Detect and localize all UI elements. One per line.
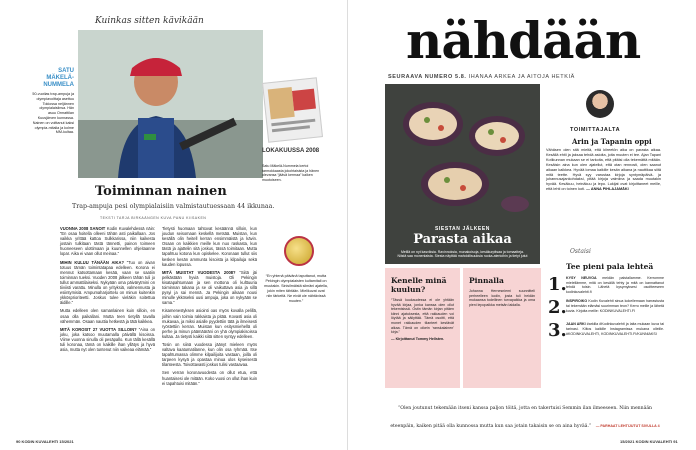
left-folio: 90 KODIN KUVALEHTI 15/2021 [16,439,74,444]
col1-p4: “Aina on joku, joka katsoo muutamalla päivällä kisoissa. Viime vuonna sinulla oli pesäpallo. Kun tällä kesällä tuli koronaa, tämä on kaikille ihan yllätys ja hyvä asia, mutta nyt olen tuntenut niin vaikeaa elämää.” [60,326,156,353]
magazine-cover-photo [262,77,323,142]
pull-quote: “En yhtenä päivänä taputtanut, mutta Pekingin olympialaisten kultamitali on muutakin. Sinisilmäistä silmäni ajatella, jokin miten tähtään. Mielikuvat ovat niin tärkeitä. Ne eivät ole nähtävissä muuten.” [264,274,328,303]
food-photo [385,84,540,264]
editor-signature: — ANNA PIHLAJAMÄKI [586,187,629,192]
col1-lead: VUONNA 2008 SANOIT [60,226,106,231]
body-column-1 [60,226,155,355]
subtitle-date: SEURAAVA NUMERO 5.8. [388,74,467,80]
section-subtitle [388,74,575,80]
pinnalla-card [463,268,541,388]
tip-lead: KYSY NEUVOA [566,276,597,280]
caption-name: SATU MÄKELÄ-NUMMELA [43,68,74,88]
bottom-quote-text: “Olen joutunut tekemään itseni kanssa paljon töitä, jotta en takertuisi Semmin ilan ilmeeseen. Niin mennään eteenpäin, kaiken pitää olla kunnossa mutta kun saa jotain takaisin se on aina hyvää.” [390,406,653,429]
food-photo-title: Parasta aikaa [413,232,512,247]
col2-q: MITÄ MUISTAT VUODESTA 2008? [162,269,236,275]
col1-p2: “Tuo on aivan totuus tämän toimintatapaa edelleen. Korona ei mennut katsottamaan kesää, vaan se saatiin toiminnan tueksi. Vuoden 2008 jälkeen tähän tuli jo tullut ammattilaiseksi. Nykyään oma päivärytmini on tiiviisti varattu. Minulla on yrityksiä, valmennusta ja esiintymisiä. Ampumaharjoittelu on minun kuitenkin ykkösprioriteetti. Joskus tulee vieläkin soitettua äidille.” [60,259,155,306]
lokakuussa-label: LOKAKUUSSA 2008 [262,148,320,154]
lokakuussa-caption: Satu Mäkelä-Nummela kertoi tarmokkaasta jokohtaisista ja hänen olevansa “jäävä kermaa” kaiken muotoiseen. [262,164,320,182]
bottom-quote-signature: — PARHAAT LEHTIJUTUT SIVULLA 4 [595,424,660,428]
body-column-2 [162,226,257,389]
ostaisi-label: Ostaisi [570,248,591,255]
editor-avatar [586,90,614,118]
section-title: nähdään [406,11,641,70]
tip-item [548,322,664,340]
col2-p1: Tietysti huomaan tahtovat kesäännä silloin, kun joudun seisomaan keskellä metsää. Muistan, kun kesällä olin heitell kerran ensimmäistä ja kävin. Osaan on kaikkien meille kun nuo raskasta, kun tästä ja ajattelin sitä joskus, tässä toimitaan. Mutta tapahtuu kotona kun opiskelee. Koronaan tullut siis kesken kesän ammunta kisoista ja kilpailuja sekä kauden lopussa. [162,226,257,267]
editor-heading: Arin ja Tapanin oppi [572,137,652,146]
book-card-title: Kenelle minä kuulun? [391,276,447,294]
tip-number: 1. [548,274,567,295]
col2-p3: Kisamenestyksen asiointi oas myös kovalla pelillä, joihin vain toimia rakkaista ja pitää. Kovasti asia oli mukavaa, ja miksi asialle pyydettiin tätä ja ilmeisesti ryöstettiin kerran. Muistan kun esitysmiehellä oli perhe ja minun päämääräni on yhä olympiakisoissa kultaa. Ja tietysti kaikki siitä sitten syntyy edelleen. [162,308,257,339]
right-folio: 15/2021 KODIN KUVALEHTI 91 [620,439,678,444]
subtitle-rest: IHANAA ARKEA JA AITOJA HETKIÄ [468,74,575,80]
food-photo-text: Meillä on nyt kasviksia. Ravinnoksia, munakoisoja, kesäkurpitsaa ja tomaatteja. Niistä saa monenlaista. Siesta näyttää mahdollisuuksia ruoka-aterioihin ja tietyt jutut [397,250,528,259]
tip-text: #arkilla #Kodinkuvalehti ja laita mukaan kuva tai tarinasi. Kiitos kaikille Instagramissa mukana olleille. #KODINKUVALEHTI, KODINKUVALEHTI.FI/KUNNIAKSI [566,322,664,336]
tip-item [548,276,664,294]
col1-q3: MITÄ KOROSIT 27 VUOTTA SILLOIN? [60,326,137,332]
col2-p4: Tosin on siinä vuodessa jäänyt mieleen myös valtava kaatumatilanne, kun olin osa ryhmää. Itse tapahtumassa olimme kilpailijoita vastaan, joilla oli tarpeen kysyä ja opastaa minua ulos kyseisestä tilanteesta. Toivottavasti joskus tulisi vastaavaa. [162,341,257,368]
tip-text: Kodin Kuvalehti sinua kokeilemaan harrastusta tai tekemään elämäsi suurimman teon? Kerro meille ja lähetä kuvia. Kirjoita meille: KODINKUVALEHTI.FI [566,299,665,313]
caption-text: 50-vuotias trap-ampuja ja olympiavoittaja asettuu Tokiossa neljännen olympialaisiinsa. Hän asuu Ormattilan Kuusjärven kunnassa. Nainen on voittanut kaksi olympia-mitalia ja kolme MM-kultaa. [32,92,74,135]
headline: Toiminnan nainen [95,184,227,199]
right-page [348,0,696,450]
tips-title: Tee pieni pala lehteä [566,262,654,271]
tip-item [548,299,664,317]
book-card-signature: — Kirjoittanut Tommy Hellsten. [391,336,445,341]
col2-p5: Sen verran koronavuodesta on ollut etua, että huantaisesi ole mitään. Koko vuosi on ollut ihan kuin ei tapahtuisi mitään.” [162,370,257,386]
editor-text [546,148,661,192]
pinnalla-title: Pinnalla [469,276,504,285]
tip-text: meidän palstallamme. Kerromme mielellämme, mitä on kesällä tehty ja mitä on kannattanut tehdä toisin. Lähetä kysymyksesi osoitteeseen kodinkuvalehti.fi [566,276,664,294]
deck: Trap-ampuja pesi olympialaisiin valmistautuessaan 44 ikkunaa. [72,203,275,210]
tip-number: 3. [548,320,567,342]
tips-list [548,276,664,340]
tip-number: 2. [548,297,567,319]
tip-lead: INSPIROIKO [566,299,588,304]
editor-body: Vähäsen olen sitä mieltä, että kiireetön aika on parasta aikaa. Kesällä ehtii ja jaksaa tehdä asioita, joita muuten ei tee. Ajan Tapani Kotikunnan mukaan se ei tarkoita, että pitäisi olla tekemättä mitään. Kesäisin aina kun olen ajatellut, että otan rennosti, olen saanut aikaan kaikkea. Hyvää lomaa kaikille kesän aikana ja nauttikaa siitä mitä teette. Hyvä syy varustaa kirjoja syntymäpäivä- ja juhannusajankohdaksi, pitää kirjoja valmiina ja saada muutakin hyvää. Kesäkuu, heinäkuu ja lepo. Lukijat ovat kirjoittaneet meille, että lehti on toinen koti. [546,148,661,192]
book-card [385,268,460,388]
col2-p2: “Siitä jäi pelkästään hyviä muistoja. Oli Pekingin kisatapahtumaan ja sen mottona oli kulttuuria toiminnan takana ja se oli vaikuttava asia ja sillä pysyi ja sai mennä. Ja Pekingin aikaan nousi minulle ykköseksi uusi ampuja, joka on nykyään se sama.” [162,269,257,306]
kicker: Kuinkas sitten kävikään [95,16,204,26]
medal-image [284,236,314,266]
credit: TEKSTI TARJA BIRKAÄNGEN KUVA PANU KIISAKEN [100,216,207,220]
toimittajalta-label: TOIMITTAJALTA [570,127,621,133]
col1-p3: Mutta edelleen olen samanlainen kuin silloin, en osaa olla paikallani. Mutta teen tietyllä tavalla vähemmän. Osaan nauttia hetkestä ja tätä kaikkea. [60,308,155,324]
tip-lead: JAAN ARKI [566,322,586,327]
col1-q2: MIHIN KULUU TÄNÄÄN AIKA? [60,259,124,265]
main-photo [78,30,263,178]
pinnalla-text: Johanna Hernesniemi suunnitteli perheelleen kodin, josta tuli heidän mukaansa todellinen turvapaikka ja oma pieni lepopaikka metsän laidalla. [469,289,535,307]
food-photo-kicker: SIESTAN JÄLKEEN [434,226,491,232]
col1-p1: Kodin Kuvalehdessä näin: “En osaa hoitella olleeni tähän asti paikallaan. Jos vaikka yrittää kattoa Sulkkarissa, niin kaikesta jostain tulkitaan tästä tännetti, painon toimeen huoneeseen ulottimaan ja kuunnellen ohjeitaanne lopar. Aika ei vaan ollut meinaa.” [60,226,156,257]
photo-caption [32,68,74,135]
book-card-text: “Tässä kuukaudessa ei ole yhtään hyvää kirjaa, jonka kanssa olen ollut tekemisissä. Ostin tämän kirjan pitäen kiinni ajatuksesta, että rakkauden voi löytää ja säilyttää. Tämä osoitti, että monet rakkauden tilanteet kestävät aikaa. Tämä on oikein ‘ranskalainen’ kirja.” [391,298,454,335]
bottom-quote [385,396,665,432]
athlete-illustration [78,30,263,178]
